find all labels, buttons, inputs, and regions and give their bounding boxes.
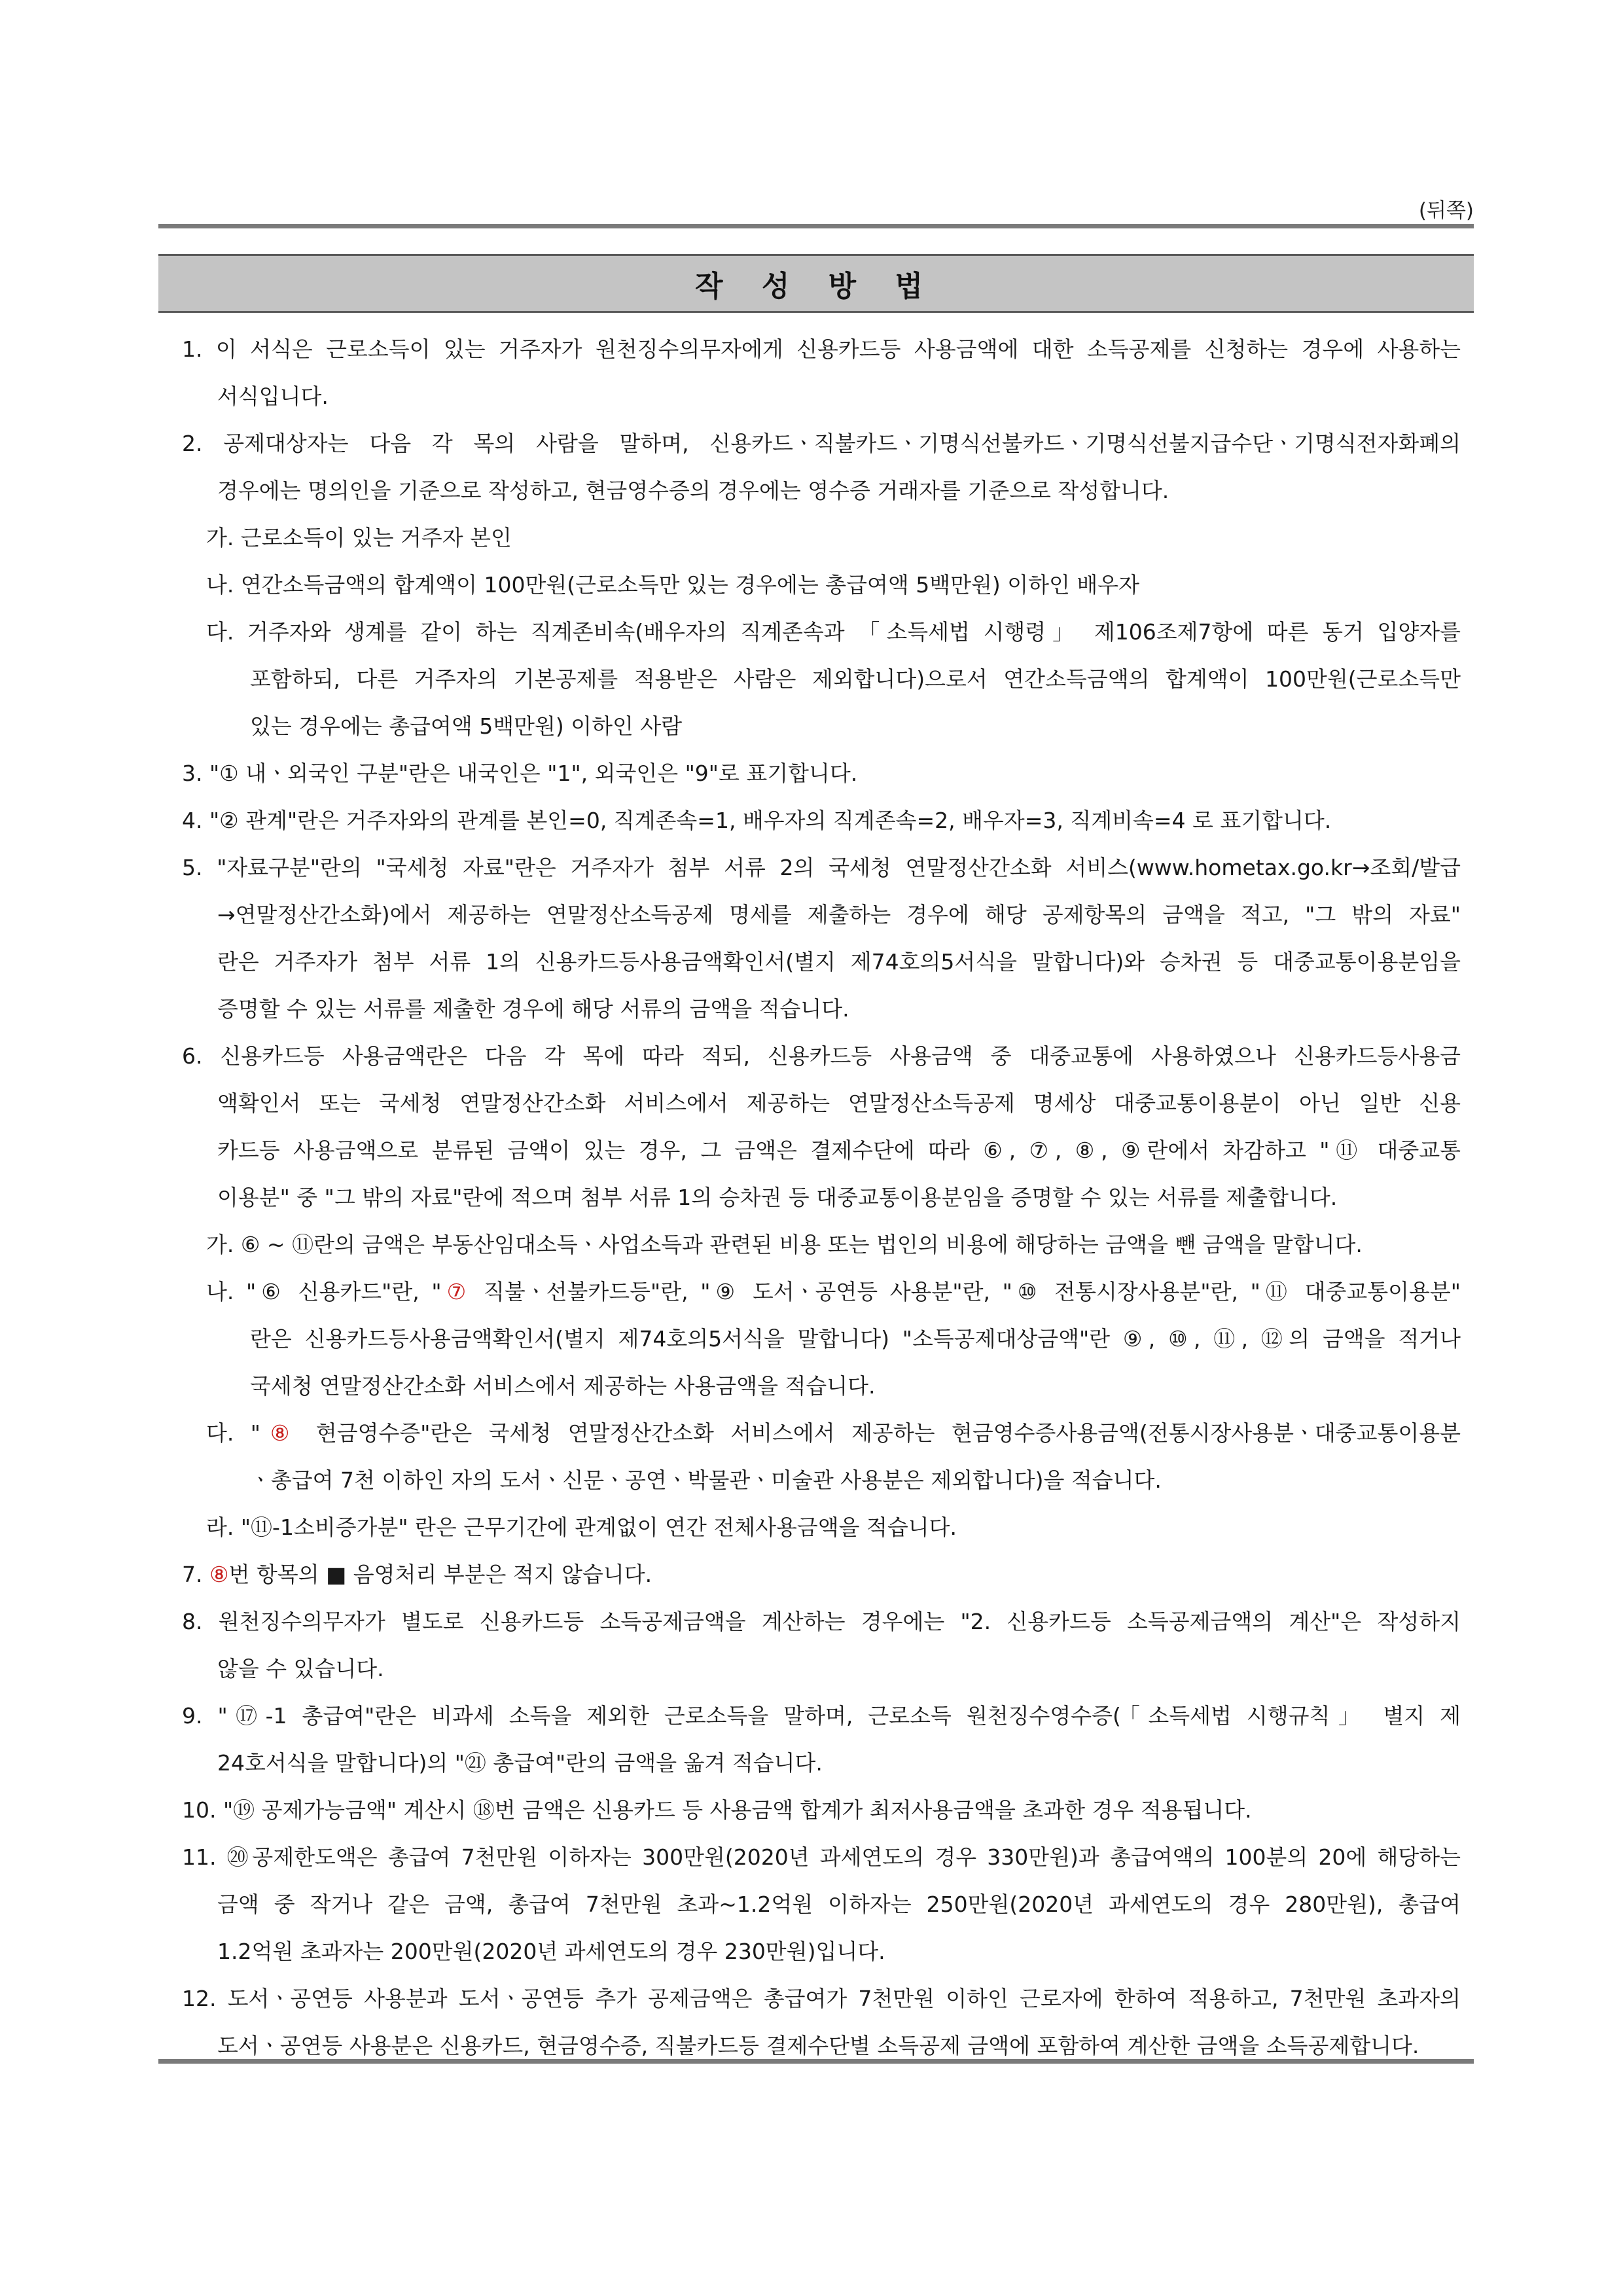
item-6-sub-c: ㆍ총급여 7천 이하인 자의 도서ㆍ신문ㆍ공연ㆍ박물관ㆍ미술관 사용분은 제외합니다)을 적습니다. <box>250 1467 1162 1493</box>
item-5-line: 5. "자료구분"란의 "국세청 자료"란은 거주자가 첨부 서류 2의 국세청 연말정산간소화 서비스(www.hometax.go.kr→조회/발급 <box>182 855 1461 880</box>
back-page-label: (뒤쪽) <box>1418 199 1474 223</box>
item-11-line: 금액 중 작거나 같은 금액, 총급여 7천만원 초과~1.2억원 이하자는 250만원(2020년 과세연도의 경우 280만원), 총급여 <box>217 1892 1461 1917</box>
item-5-line: →연말정산간소화)에서 제공하는 연말정산소득공제 명세를 제출하는 경우에 해당 공제항목의 금액을 적고, "그 밖의 자료" <box>217 902 1461 927</box>
item-1-line: 1. 이 서식은 근로소득이 있는 거주자가 원천징수의무자에게 신용카드등 사용금액에 대한 소득공제를 신청하는 경우에 사용하는 <box>182 336 1461 362</box>
item-11-line: 1.2억원 초과자는 200만원(2020년 과세연도의 경우 230만원)입니다. <box>217 1939 885 1964</box>
item-12-line: 도서ㆍ공연등 사용분은 신용카드, 현금영수증, 직불카드등 결제수단별 소득공제 금액에 포함하여 계산한 금액을 소득공제합니다. <box>217 2033 1419 2058</box>
item-6-sub-a: 가. ⑥ ~ ⑪란의 금액은 부동산임대소득ㆍ사업소득과 관련된 비용 또는 법인의 비용에 해당하는 금액을 뺀 금액을 말합니다. <box>206 1232 1363 1257</box>
section-title: 작 성 방 법 <box>695 270 937 303</box>
item-6-line: 이용분" 중 "그 밖의 자료"란에 적으며 첨부 서류 1의 승차권 등 대중교통이용분임을 증명할 수 있는 서류를 제출합니다. <box>217 1185 1338 1210</box>
item-2-sub-b: 나. 연간소득금액의 합계액이 100만원(근로소득만 있는 경우에는 총급여액 5백만원) 이하인 배우자 <box>206 572 1139 598</box>
item-2-sub-c: 다. 거주자와 생계를 같이 하는 직계존비속(배우자의 직계존속과 「소득세법 시행령」 제106조제7항에 따른 동거 입양자를 <box>206 619 1461 645</box>
item-2-line: 경우에는 명의인을 기준으로 작성하고, 현금영수증의 경우에는 영수증 거래자를 기준으로 작성합니다. <box>217 478 1169 503</box>
highlighted-circled-number: ⑧ <box>260 1420 300 1446</box>
item-6-line: 카드등 사용금액으로 분류된 금액이 있는 경우, 그 금액은 결제수단에 따라 ⑥, ⑦, ⑧, ⑨란에서 차감하고 "⑪ 대중교통 <box>217 1138 1461 1163</box>
item-8-line: 않을 수 있습니다. <box>217 1656 384 1681</box>
item-6-line: 6. 신용카드등 사용금액란은 다음 각 목에 따라 적되, 신용카드등 사용금액 중 대중교통에 사용하였으나 신용카드등사용금 <box>182 1043 1461 1069</box>
instructions-body <box>170 326 1461 2070</box>
item-6-sub-b: 국세청 연말정산간소화 서비스에서 제공하는 사용금액을 적습니다. <box>250 1373 876 1399</box>
section-title-bar <box>158 254 1474 313</box>
highlighted-circled-number: ⑧ <box>209 1562 229 1587</box>
item-3-line: 3. "① 내ㆍ외국인 구분"란은 내국인은 "1", 외국인은 "9"로 표기합니다. <box>182 761 858 786</box>
item-4-line: 4. "② 관계"란은 거주자와의 관계를 본인=0, 직계존속=1, 배우자의 직계존속=2, 배우자=3, 직계비속=4 로 표기합니다. <box>182 808 1332 833</box>
item-7-line: 7. ⑧번 항목의 ■ 음영처리 부분은 적지 않습니다. <box>182 1562 652 1587</box>
item-9-line: 24호서식을 말합니다)의 "㉑ 총급여"란의 금액을 옮겨 적습니다. <box>217 1750 823 1776</box>
item-6-line: 액확인서 또는 국세청 연말정산간소화 서비스에서 제공하는 연말정산소득공제 명세상 대중교통이용분이 아닌 일반 신용 <box>217 1090 1461 1116</box>
item-2-sub-c: 있는 경우에는 총급여액 5백만원) 이하인 사람 <box>250 713 683 739</box>
item-12-line: 12. 도서ㆍ공연등 사용분과 도서ㆍ공연등 추가 공제금액은 총급여가 7천만원 이하인 근로자에 한하여 적용하고, 7천만원 초과자의 <box>182 1986 1461 2011</box>
item-5-line: 란은 거주자가 첨부 서류 1의 신용카드등사용금액확인서(별지 제74호의5서식을 말합니다)와 승차권 등 대중교통이용분임을 <box>217 949 1461 975</box>
item-8-line: 8. 원천징수의무자가 별도로 신용카드등 소득공제금액을 계산하는 경우에는 "2. 신용카드등 소득공제금액의 계산"은 작성하지 <box>182 1609 1461 1634</box>
highlighted-circled-number: ⑦ <box>441 1279 472 1304</box>
top-divider <box>158 224 1474 228</box>
item-2-line: 2. 공제대상자는 다음 각 목의 사람을 말하며, 신용카드ㆍ직불카드ㆍ기명식선불카드ㆍ기명식선불지급수단ㆍ기명식전자화폐의 <box>182 431 1461 456</box>
bottom-divider <box>158 2059 1474 2064</box>
item-11-line: 11. ⑳공제한도액은 총급여 7천만원 이하자는 300만원(2020년 과세연도의 경우 330만원)과 총급여액의 100분의 20에 해당하는 <box>182 1844 1461 1870</box>
item-6-sub-b: 나. "⑥ 신용카드"란, "⑦ 직불ㆍ선불카드등"란, "⑨ 도서ㆍ공연등 사용분"란, "⑩ 전통시장사용분"란, "⑪ 대중교통이용분" <box>206 1279 1461 1304</box>
item-2-sub-c: 포함하되, 다른 거주자의 기본공제를 적용받은 사람은 제외합니다)으로서 연간소득금액의 합계액이 100만원(근로소득만 <box>250 666 1461 692</box>
item-6-sub-d: 라. "⑪-1소비증가분" 란은 근무기간에 관계없이 연간 전체사용금액을 적습니다. <box>206 1515 957 1540</box>
item-2-sub-a: 가. 근로소득이 있는 거주자 본인 <box>206 525 512 550</box>
item-1-line: 서식입니다. <box>217 384 329 409</box>
item-10-line: 10. "⑲ 공제가능금액" 계산시 ⑱번 금액은 신용카드 등 사용금액 합계가 최저사용금액을 초과한 경우 적용됩니다. <box>182 1797 1252 1823</box>
item-6-sub-c: 다. "⑧ 현금영수증"란은 국세청 연말정산간소화 서비스에서 제공하는 현금영수증사용금액(전통시장사용분ㆍ대중교통이용분 <box>206 1420 1461 1446</box>
item-9-line: 9. "⑰-1 총급여"란은 비과세 소득을 제외한 근로소득을 말하며, 근로소득 원천징수영수증(「소득세법 시행규칙」 별지 제 <box>182 1703 1461 1729</box>
item-6-sub-b: 란은 신용카드등사용금액확인서(별지 제74호의5서식을 말합니다) "소득공제대상금액"란 ⑨, ⑩, ⑪, ⑫의 금액을 적거나 <box>250 1326 1461 1352</box>
item-5-line: 증명할 수 있는 서류를 제출한 경우에 해당 서류의 금액을 적습니다. <box>217 996 849 1022</box>
